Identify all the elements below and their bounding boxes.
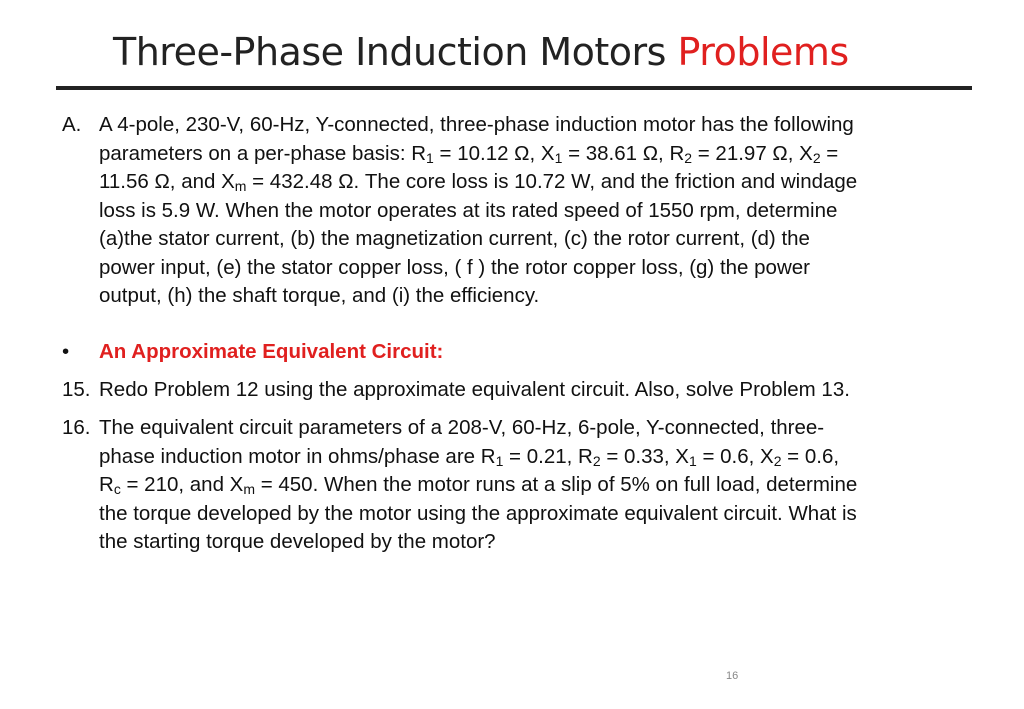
text-run: 11.56 Ω, and X xyxy=(99,170,235,193)
problem-a xyxy=(62,111,982,311)
problem-a-line xyxy=(99,168,982,197)
text-run: = xyxy=(820,141,839,165)
problem-a-line xyxy=(99,111,982,140)
text-run: the starting torque developed by the motor? xyxy=(99,530,496,553)
problem-a-marker: A. xyxy=(62,113,82,136)
text-run: the torque developed by the motor using the approximate equivalent circuit. What is xyxy=(99,501,857,525)
title-underline xyxy=(56,86,972,90)
title-accent: Problems xyxy=(677,30,849,74)
problem-16-marker: 16. xyxy=(62,416,91,439)
text-run: output, (h) the shaft torque, and (i) the efficiency. xyxy=(99,284,540,307)
subscript: 1 xyxy=(554,149,563,166)
section-heading-text: An Approximate Equivalent Circuit: xyxy=(99,340,444,363)
subscript: 1 xyxy=(495,452,504,469)
problem-15 xyxy=(62,376,992,405)
problem-a-line xyxy=(99,197,982,226)
problem-a-line xyxy=(99,254,982,283)
text-run: parameters on a per-phase basis: R xyxy=(99,141,427,165)
text-run: = 432.48 Ω. The core loss is 10.72 W, and the friction and windage xyxy=(246,170,858,193)
problem-a-text xyxy=(99,111,982,311)
text-run: A 4-pole, 230-V, 60-Hz, Y-connected, three-phase induction motor has the following xyxy=(99,113,854,136)
subscript: m xyxy=(234,178,247,194)
problem-16-line xyxy=(99,528,992,557)
problem-a-line xyxy=(99,225,982,254)
text-run: (a)the stator current, (b) the magnetization current, (c) the rotor current, (d) the xyxy=(99,227,810,250)
problem-16-text xyxy=(99,414,992,557)
text-run: = 0.6, xyxy=(781,444,840,468)
problem-15-text: Redo Problem 12 using the approximate equivalent circuit. Also, solve Problem 13. xyxy=(99,378,850,401)
text-run: The equivalent circuit parameters of a 208-V, 60-Hz, 6-pole, Y-connected, three- xyxy=(99,416,825,439)
problem-16-line xyxy=(99,500,992,529)
text-run: = 0.6, X xyxy=(696,444,774,468)
text-run: = 450. When the motor runs at a slip of 5% on full load, determine xyxy=(255,473,858,496)
subscript: m xyxy=(243,481,256,497)
text-run: phase induction motor in ohms/phase are R xyxy=(99,444,496,468)
text-run: = 0.33, X xyxy=(600,444,689,468)
problem-16 xyxy=(62,414,992,557)
subscript: 2 xyxy=(684,149,693,166)
text-run: = 0.21, R xyxy=(503,444,593,468)
subscript: 2 xyxy=(592,452,601,469)
problem-16-line xyxy=(99,471,992,500)
text-run: = 21.97 Ω, X xyxy=(692,141,813,165)
text-run: = 38.61 Ω, R xyxy=(562,141,685,165)
subscript: 1 xyxy=(426,149,434,166)
section-heading xyxy=(62,338,982,367)
subscript: c xyxy=(113,481,121,497)
subscript: 2 xyxy=(773,452,782,469)
problem-16-line xyxy=(99,414,992,443)
problem-a-line xyxy=(99,140,982,169)
text-run: R xyxy=(99,473,114,496)
problem-16-line xyxy=(99,443,992,472)
text-run: = 210, and X xyxy=(120,473,244,496)
page-number: 16 xyxy=(726,670,739,682)
subscript: 1 xyxy=(688,452,697,469)
problem-a-line xyxy=(99,282,982,311)
text-run: = 10.12 Ω, X xyxy=(433,141,555,165)
subscript: 2 xyxy=(812,149,821,166)
bullet-icon: • xyxy=(62,340,70,363)
problem-15-marker: 15. xyxy=(62,378,91,401)
slide-title xyxy=(113,28,849,76)
text-run: power input, (e) the stator copper loss, ( f ) the rotor copper loss, (g) the power xyxy=(99,255,810,279)
text-run: loss is 5.9 W. When the motor operates at its rated speed of 1550 rpm, determine xyxy=(99,198,838,222)
title-main: Three-Phase Induction Motors xyxy=(113,30,678,74)
